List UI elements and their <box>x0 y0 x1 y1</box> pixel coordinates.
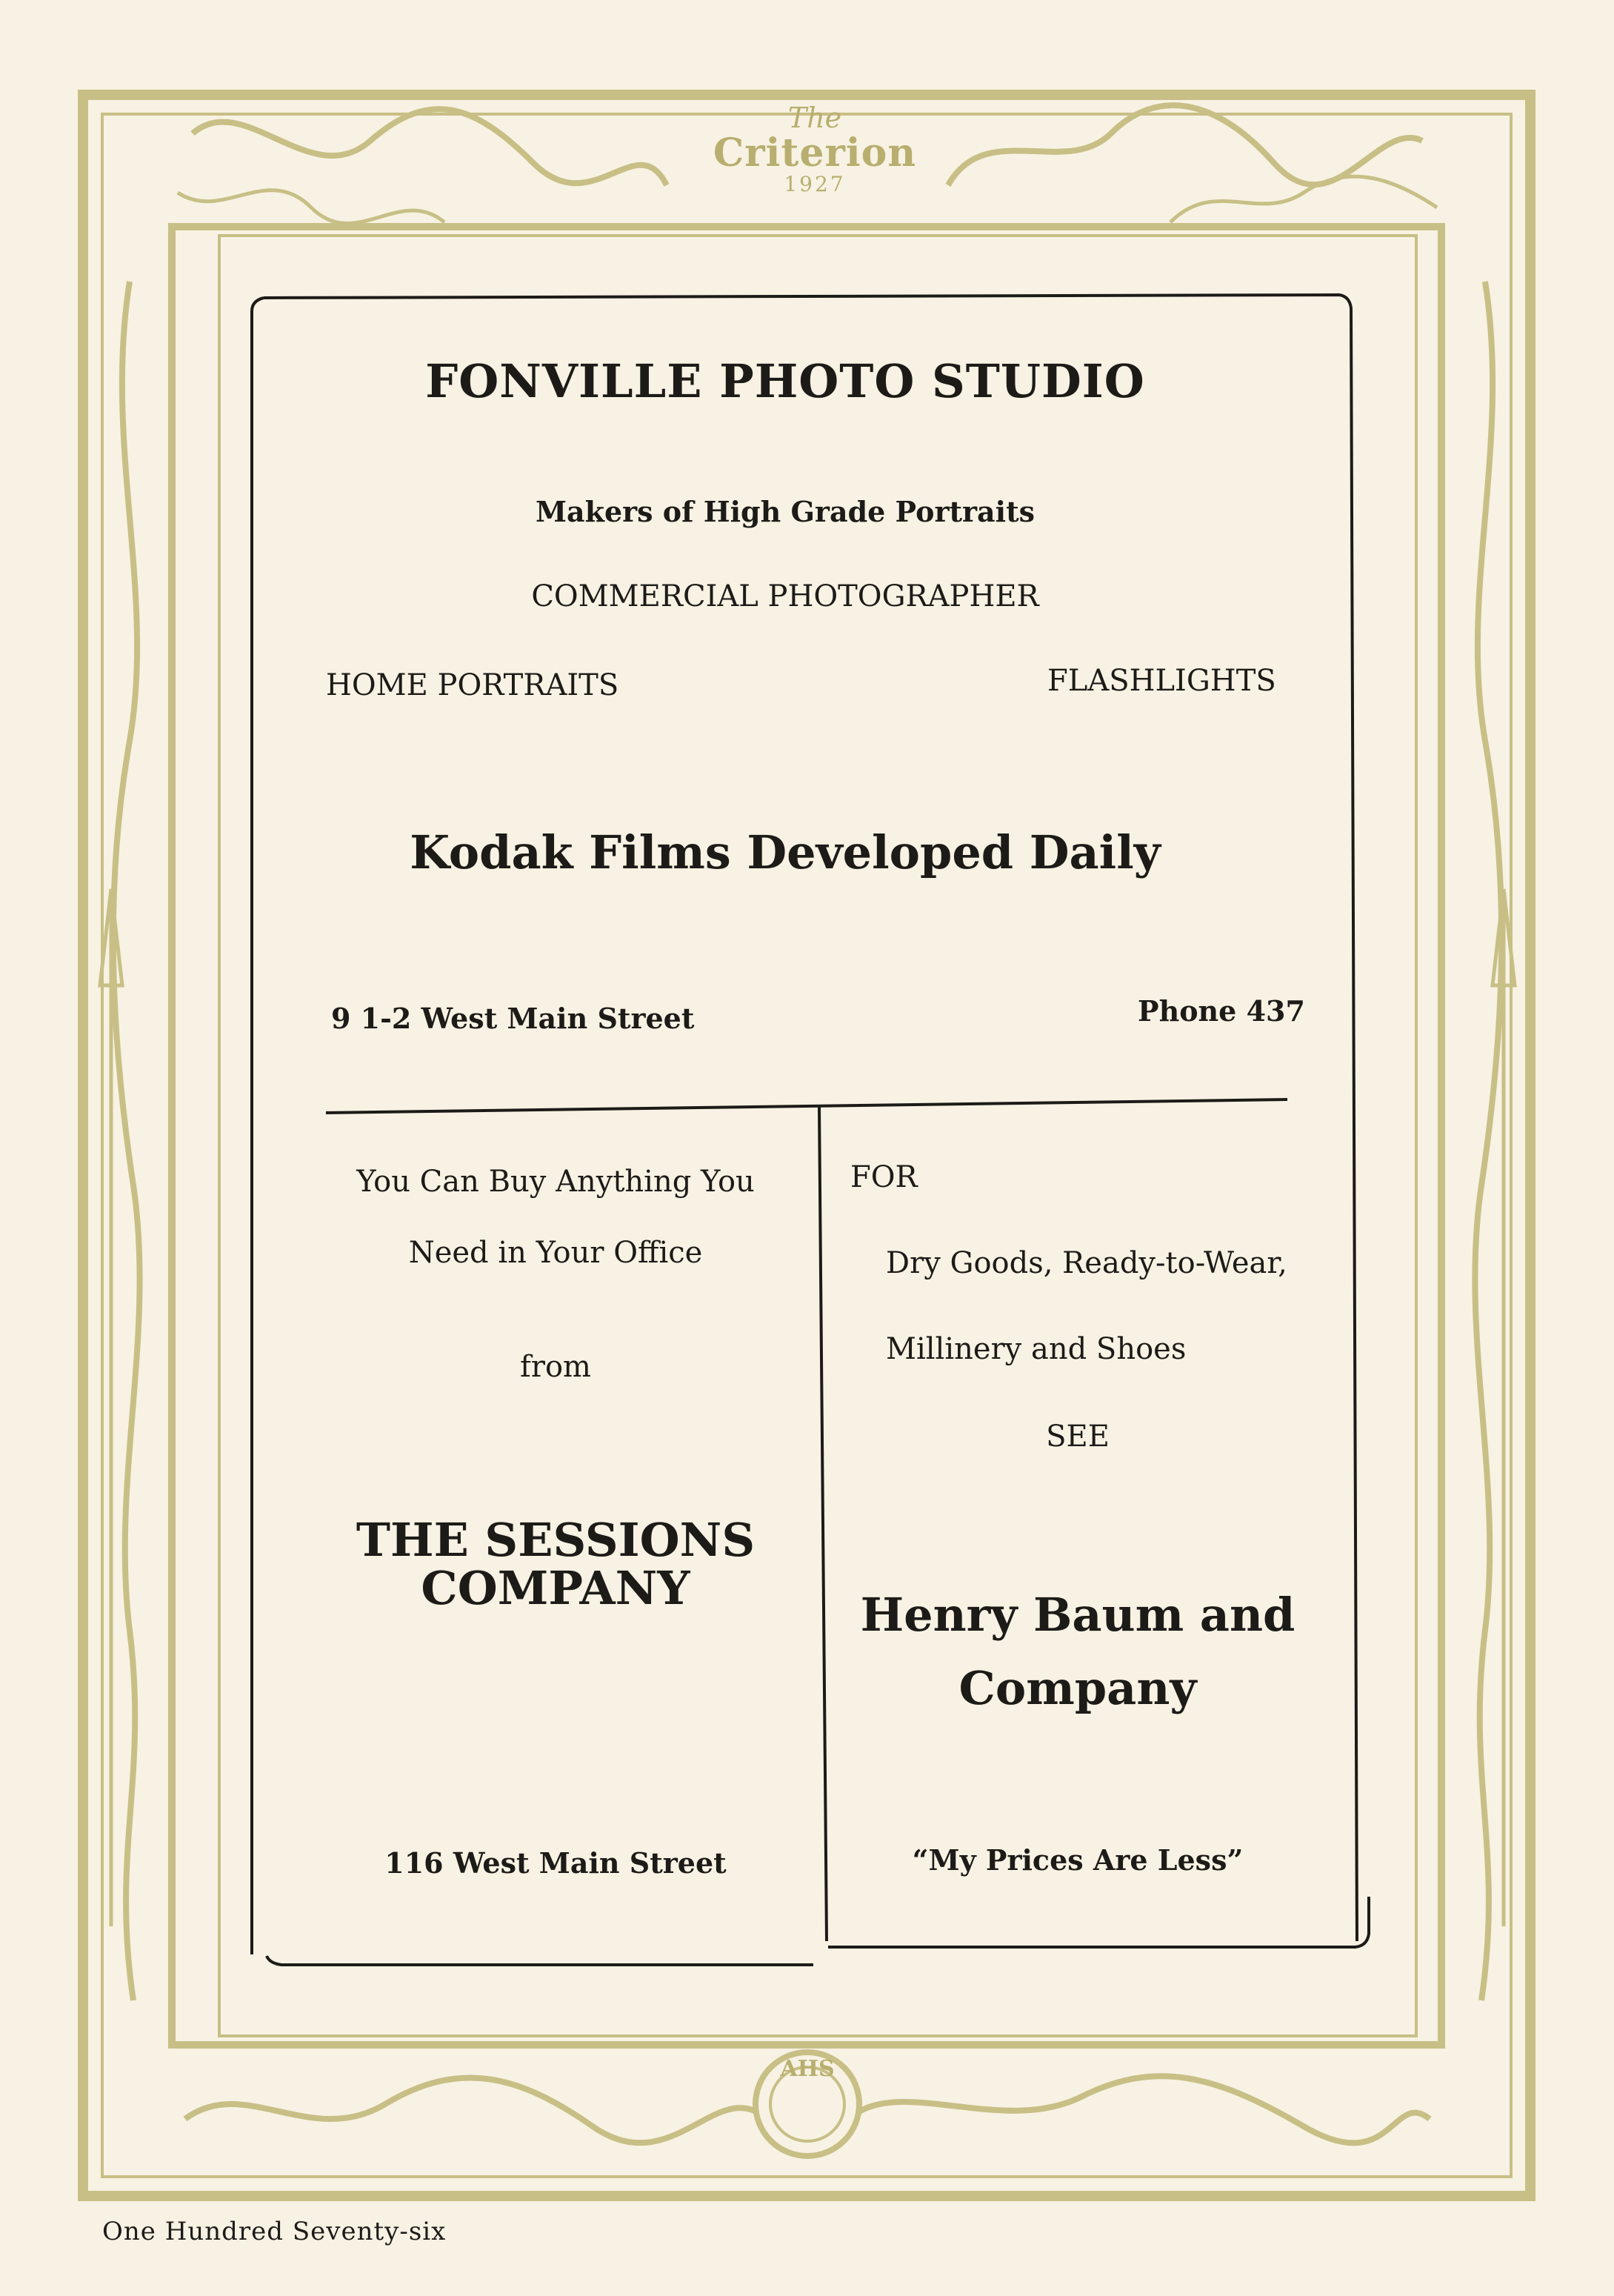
fonville-flashlights: FLASHLIGHTS <box>1047 664 1276 698</box>
sessions-line-2: Need in Your Office <box>408 1236 703 1270</box>
fonville-kodak-line: Kodak Films Developed Daily <box>410 825 1161 879</box>
school-monogram: AHS <box>780 2056 835 2082</box>
page-number-label: One Hundred Seventy-six <box>102 2217 447 2246</box>
baum-for: FOR <box>850 1160 918 1194</box>
baum-see: SEE <box>1046 1420 1110 1454</box>
sessions-line-1: You Can Buy Anything You <box>356 1165 755 1199</box>
baum-line-1: Dry Goods, Ready-to-Wear, <box>886 1246 1287 1280</box>
fonville-phone: Phone 437 <box>1138 994 1305 1028</box>
masthead-the: The <box>787 102 842 134</box>
masthead <box>667 104 963 195</box>
masthead-title: Criterion <box>713 130 917 176</box>
baum-line-2: Millinery and Shoes <box>886 1332 1187 1366</box>
fonville-commercial: COMMERCIAL PHOTOGRAPHER <box>531 579 1039 613</box>
masthead-year: 1927 <box>784 172 846 197</box>
sessions-address: 116 West Main Street <box>384 1846 727 1880</box>
baum-slogan: “My Prices Are Less” <box>912 1843 1244 1877</box>
fonville-address: 9 1-2 West Main Street <box>331 1002 695 1035</box>
fonville-home-portraits: HOME PORTRAITS <box>326 668 619 702</box>
fonville-tagline: Makers of High Grade Portraits <box>535 495 1036 528</box>
sessions-from: from <box>520 1350 591 1384</box>
sessions-company-name: THE SESSIONS COMPANY <box>356 1513 756 1616</box>
fonville-title: FONVILLE PHOTO STUDIO <box>425 354 1145 408</box>
baum-company-name: Henry Baum and Company <box>860 1588 1295 1716</box>
